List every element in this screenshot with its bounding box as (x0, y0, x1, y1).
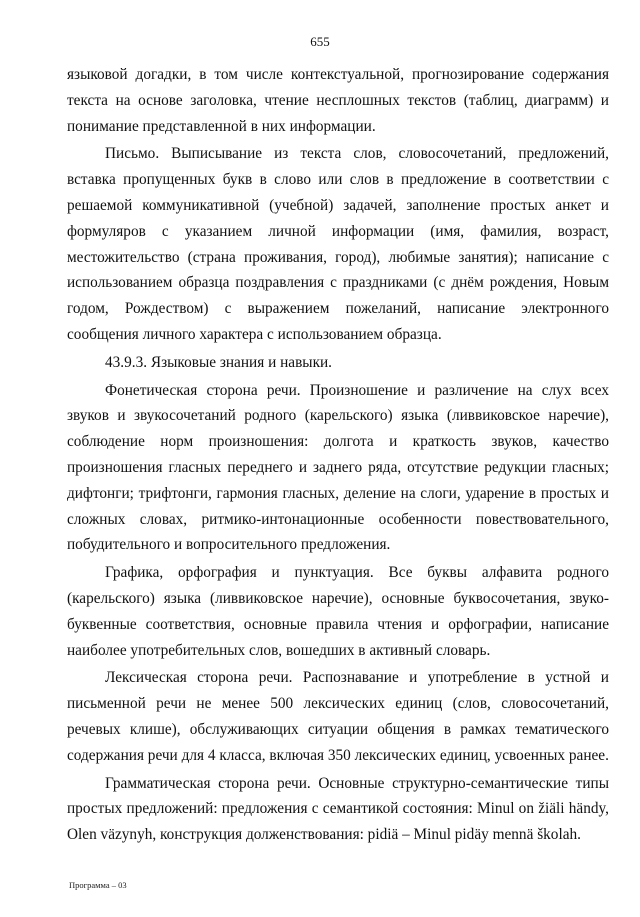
section-heading-language-knowledge: 43.9.3. Языковые знания и навыки. (105, 353, 333, 371)
paragraph-phonetics: Фонетическая сторона речи. Произношение и различение на слух всех звуков и звукосочетаний родного (карельского) языка (ливвиковское наречие), соблюдение норм произношения: долгота и краткость звуков, качество произношения гласных переднего и заднего ряда, отсутствие редукции гласных; дифтонги; трифтонги, гармония гласных, деление на слоги, ударение в простых и сложных словах, ритмико-интонационные особенности повествовательного, побудительного и вопросительного предложения. (67, 381, 609, 554)
paragraph-graphics-orthography: Графика, орфография и пунктуация. Все буквы алфавита родного (карельского) языка (ливвиковское наречие), основные буквосочетания, звуко-буквенные соответствия, основные правила чтения и орфографии, написание наиболее употребительных слов, вошедших в активный словарь. (67, 564, 609, 659)
paragraph-reading-continued: языковой догадки, в том числе контекстуальной, прогнозирование содержания текста на основе заголовка, чтение несплошных текстов (таблиц, диаграмм) и понимание представленной в них информации. (67, 66, 609, 135)
paragraph-grammar: Грамматическая сторона речи. Основные структурно-семантические типы простых предложений: предложения с семантикой состояния: Minul on žiäli händy, Olen väzynyh, конструкция долженствования: pidiä – Minul pidäy mennä školah. (67, 774, 609, 844)
page-number: 655 (310, 34, 330, 49)
paragraph-writing: Письмо. Выписывание из текста слов, словосочетаний, предложений, вставка пропущенных букв в слово или слов в предложение в соответствии с решаемой коммуникативной (учебной) задачей, заполнение простых анкет и формуляров с указанием личной информации (имя, фамилия, возраст, местожительство (страна проживания, город), любимые занятия); написание с использованием образца поздравления с праздниками (с днём рождения, Новым годом, Рождеством) с выражением пожеланий, написание электронного сообщения личного характера с использованием образца. (67, 145, 609, 343)
paragraph-lexis: Лексическая сторона речи. Распознавание и употребление в устной и письменной речи не менее 500 лексических единиц (слов, словосочетаний, речевых клише), обслуживающих ситуации общения в рамках тематического содержания речи для 4 класса, включая 350 лексических единиц, усвоенных ранее. (67, 669, 609, 764)
page-footer: Программа – 03 (69, 880, 127, 890)
document-body (67, 62, 609, 848)
